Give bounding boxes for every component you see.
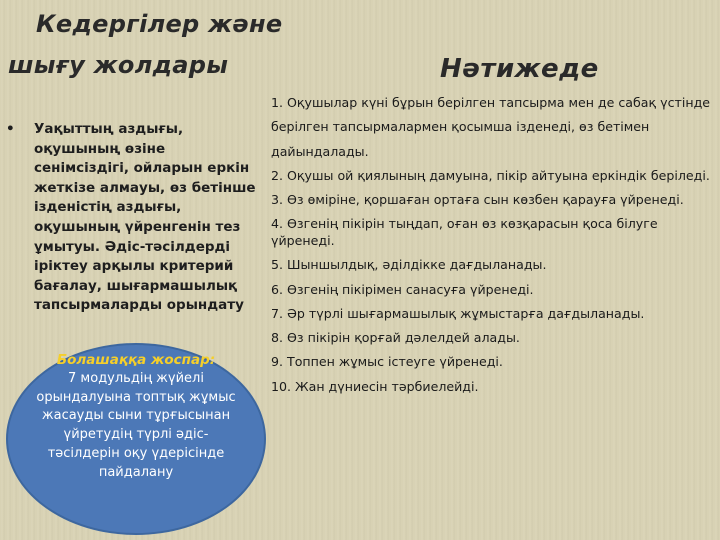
results-item: 5. Шыншылдық, әділдікке дағдыланады. <box>271 257 547 273</box>
obstacles-title-line2: шығу жолдары <box>8 51 229 79</box>
obstacles-text: Уақыттың аздығы, оқушының өзіне сенімсіздігі, ойларын еркін жеткізе алмауы, өз бетінше ізденістің аздығы, оқушының үйренгенін тез ұмытуы. Әдіс-тәсілдерді іріктеу арқылы критерий бағалау, шығармашылық тапсырмаларды орындату <box>34 121 256 314</box>
results-item: берілген тапсырмалармен қосымша ізденеді, өз бетімен <box>271 119 650 135</box>
results-item: 6. Өзгенің пікірімен санасуға үйренеді. <box>271 281 534 297</box>
results-title: Нәтижеде <box>440 54 599 84</box>
obstacles-title <box>8 4 308 86</box>
results-item: дайындалады. <box>271 143 369 159</box>
results-item: 4. Өзгенің пікірін тыңдап, оған өз көзқарасын қоса білуге үйренеді. <box>271 216 658 248</box>
results-item: 7. Әр түрлі шығармашылық жұмыстарға дағдыланады. <box>271 305 645 321</box>
bullet-dot: • <box>6 121 15 137</box>
results-item: 3. Өз өміріне, қоршаған ортаға сын көзбен қарауға үйренеді. <box>271 192 684 208</box>
obstacles-title-line1: Кедергілер және <box>36 10 283 38</box>
results-item: 9. Топпен жұмыс істеуге үйренеді. <box>271 354 503 370</box>
results-item: 1. Оқушылар күні бұрын берілген тапсырма мен де сабақ үстінде <box>271 95 711 110</box>
future-plan-text: 7 модульдің жүйелі орындалуына топтық жұмыс жасауды сыни тұрғысынан үйретудің түрлі әдіс-тәсілдерін оқу үдерісінде пайдалану <box>36 370 236 480</box>
obstacles-bullet <box>6 120 260 316</box>
future-plan-heading: Болашаққа жоспар: <box>56 352 216 368</box>
results-item: 10. Жан дүниесін тәрбиелейді. <box>271 378 479 394</box>
results-list <box>271 95 711 403</box>
results-item: 2. Оқушы ой қиялының дамуына, пікір айтуына еркіндік беріледі. <box>271 167 710 183</box>
future-plan-ellipse <box>6 343 266 535</box>
results-item: 8. Өз пікірін қорғай дәлелдей алады. <box>271 330 520 346</box>
